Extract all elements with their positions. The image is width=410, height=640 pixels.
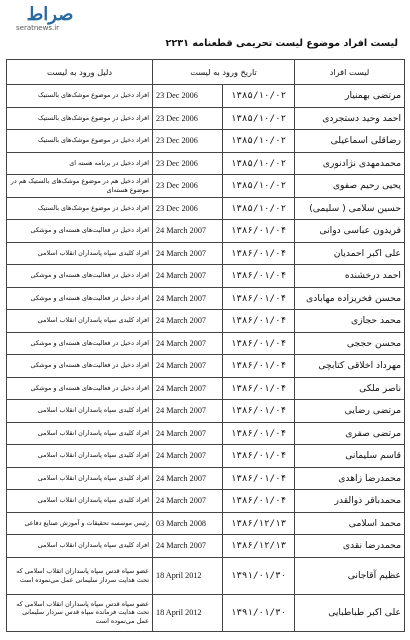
reason-cell: افراد کلیدی سپاه پاسداران انقلاب اسلامی (7, 310, 153, 333)
table-row (7, 594, 405, 631)
table-row (7, 175, 405, 198)
site-logo (6, 4, 94, 38)
gregorian-date-cell: 24 March 2007 (153, 422, 223, 445)
reason-cell: افراد کلیدی سپاه پاسداران انقلاب اسلامی (7, 242, 153, 265)
jalali-date-cell: ۱۳۸۶/۱۲/۱۳ (223, 535, 295, 558)
person-name-cell: محمدباقر ذوالقدر (295, 490, 405, 513)
gregorian-date-cell: 24 March 2007 (153, 400, 223, 423)
reason-cell: افراد کلیدی سپاه پاسداران انقلاب اسلامی (7, 422, 153, 445)
table-row (7, 355, 405, 378)
reason-cell: افراد دخیل در فعالیت‌های هسته‌ای و موشکی (7, 332, 153, 355)
gregorian-date-cell: 24 March 2007 (153, 377, 223, 400)
table-row (7, 377, 405, 400)
jalali-date-cell: ۱۳۸۶/۰۱/۰۴ (223, 287, 295, 310)
gregorian-date-cell: 03 March 2008 (153, 512, 223, 535)
table-row (7, 220, 405, 243)
reason-cell: افراد کلیدی سپاه پاسداران انقلاب اسلامی (7, 467, 153, 490)
gregorian-date-cell: 24 March 2007 (153, 467, 223, 490)
person-name-cell: حسین سلامی ( سلیمی) (295, 197, 405, 220)
jalali-date-cell: ۱۳۸۶/۰۱/۰۴ (223, 400, 295, 423)
person-name-cell: رضاقلی اسماعیلی (295, 130, 405, 153)
jalali-date-cell: ۱۳۸۵/۱۰/۰۲ (223, 197, 295, 220)
jalali-date-cell: ۱۳۸۵/۱۰/۰۲ (223, 175, 295, 198)
table-row (7, 287, 405, 310)
gregorian-date-cell: 18 April 2012 (153, 557, 223, 594)
reason-cell: افراد دخیل در موضوع موشک‌های بالستیک (7, 85, 153, 108)
person-name-cell: مهرداد اخلاقی کتابچی (295, 355, 405, 378)
jalali-date-cell: ۱۳۹۱/۰۱/۳۰ (223, 594, 295, 631)
gregorian-date-cell: 24 March 2007 (153, 355, 223, 378)
table-row (7, 107, 405, 130)
logo-mark: صراط (26, 4, 74, 25)
reason-cell: افراد دخیل هم در موضوع موشک‌های بالستیک هم در موضوع هسته‌ای (7, 175, 153, 198)
table-row (7, 310, 405, 333)
gregorian-date-cell: 24 March 2007 (153, 332, 223, 355)
gregorian-date-cell: 18 April 2012 (153, 594, 223, 631)
reason-cell: افراد دخیل در موضوع موشک‌های بالستیک (7, 197, 153, 220)
column-header-name: لیست افراد (295, 60, 405, 85)
table-row (7, 422, 405, 445)
reason-cell: افراد کلیدی سپاه پاسداران انقلاب اسلامی (7, 400, 153, 423)
jalali-date-cell: ۱۳۸۶/۰۱/۰۴ (223, 377, 295, 400)
person-name-cell: مرتضی صفری (295, 422, 405, 445)
column-header-reason: دلیل ورود به لیست (7, 60, 153, 85)
person-name-cell: محمدرضا نقدی (295, 535, 405, 558)
gregorian-date-cell: 24 March 2007 (153, 220, 223, 243)
reason-cell: رئیس موسسه تحقیقات و آموزش صنایع دفاعی (7, 512, 153, 535)
table-row (7, 557, 405, 594)
jalali-date-cell: ۱۳۸۵/۱۰/۰۲ (223, 130, 295, 153)
person-name-cell: مرتضی بهمنیار (295, 85, 405, 108)
reason-cell: عضو سپاه قدس سپاه پاسداران انقلاب اسلامی که تحت هدایت سردار سلیمانی عمل می‌نموده است (7, 557, 153, 594)
person-name-cell: قاسم سلیمانی (295, 445, 405, 468)
reason-cell: افراد کلیدی سپاه پاسداران انقلاب اسلامی (7, 445, 153, 468)
person-name-cell: محمدمهدی نژادنوری (295, 152, 405, 175)
reason-cell: افراد دخیل در موضوع موشک‌های بالستیک (7, 107, 153, 130)
table-row (7, 490, 405, 513)
table-row (7, 242, 405, 265)
table-row (7, 445, 405, 468)
reason-cell: عضو سپاه قدس سپاه پاسداران انقلاب اسلامی که تحت هدایت فرمانده سپاه قدس سردار سلیمانی عمل می‌نموده است (7, 594, 153, 631)
person-name-cell: احمد وحید دستجردی (295, 107, 405, 130)
reason-cell: افراد دخیل در موضوع موشک‌های بالستیک (7, 130, 153, 153)
person-name-cell: علی اکبر احمدیان (295, 242, 405, 265)
sanctions-table (6, 59, 405, 632)
person-name-cell: علی اکبر طباطبایی (295, 594, 405, 631)
person-name-cell: احمد درخشنده (295, 265, 405, 288)
person-name-cell: یحیی رحیم صفوی (295, 175, 405, 198)
table-body (7, 85, 405, 632)
jalali-date-cell: ۱۳۸۶/۰۱/۰۴ (223, 242, 295, 265)
reason-cell: افراد دخیل در فعالیت‌های هسته‌ای و موشکی (7, 220, 153, 243)
reason-cell: افراد کلیدی سپاه پاسداران انقلاب اسلامی (7, 490, 153, 513)
jalali-date-cell: ۱۳۸۶/۰۱/۰۴ (223, 422, 295, 445)
jalali-date-cell: ۱۳۸۵/۱۰/۰۲ (223, 85, 295, 108)
jalali-date-cell: ۱۳۸۶/۰۱/۰۴ (223, 490, 295, 513)
person-name-cell: محسن حججی (295, 332, 405, 355)
gregorian-date-cell: 24 March 2007 (153, 287, 223, 310)
table-row (7, 130, 405, 153)
gregorian-date-cell: 23 Dec 2006 (153, 85, 223, 108)
jalali-date-cell: ۱۳۸۶/۰۱/۰۴ (223, 265, 295, 288)
person-name-cell: مرتضی رضایی (295, 400, 405, 423)
gregorian-date-cell: 23 Dec 2006 (153, 152, 223, 175)
gregorian-date-cell: 24 March 2007 (153, 310, 223, 333)
gregorian-date-cell: 24 March 2007 (153, 265, 223, 288)
gregorian-date-cell: 24 March 2007 (153, 445, 223, 468)
table-row (7, 332, 405, 355)
page-title: لیست افراد موضوع لیست تحریمی قطعنامه ۲۲۳۱ (165, 38, 398, 49)
jalali-date-cell: ۱۳۸۶/۱۲/۱۳ (223, 512, 295, 535)
gregorian-date-cell: 24 March 2007 (153, 242, 223, 265)
person-name-cell: محمد اسلامی (295, 512, 405, 535)
reason-cell: افراد دخیل در فعالیت‌های هسته‌ای و موشکی (7, 265, 153, 288)
table-row (7, 535, 405, 558)
reason-cell: افراد دخیل در فعالیت‌های هسته‌ای و موشکی (7, 287, 153, 310)
table-row (7, 467, 405, 490)
jalali-date-cell: ۱۳۹۱/۰۱/۳۰ (223, 557, 295, 594)
person-name-cell: محمدرضا زاهدی (295, 467, 405, 490)
jalali-date-cell: ۱۳۸۵/۱۰/۰۲ (223, 152, 295, 175)
jalali-date-cell: ۱۳۸۶/۰۱/۰۴ (223, 467, 295, 490)
gregorian-date-cell: 23 Dec 2006 (153, 130, 223, 153)
person-name-cell: محمد حجازی (295, 310, 405, 333)
reason-cell: افراد کلیدی سپاه پاسداران انقلاب اسلامی (7, 535, 153, 558)
person-name-cell: فریدون عباسی دوانی (295, 220, 405, 243)
reason-cell: افراد دخیل در برنامه هسته ای (7, 152, 153, 175)
gregorian-date-cell: 23 Dec 2006 (153, 197, 223, 220)
table-row (7, 85, 405, 108)
person-name-cell: محسن فخریزاده مهابادی (295, 287, 405, 310)
table-header-row (7, 60, 405, 85)
table-row (7, 265, 405, 288)
gregorian-date-cell: 24 March 2007 (153, 535, 223, 558)
person-name-cell: ناصر ملکی (295, 377, 405, 400)
table-row (7, 400, 405, 423)
jalali-date-cell: ۱۳۸۶/۰۱/۰۴ (223, 310, 295, 333)
jalali-date-cell: ۱۳۸۶/۰۱/۰۴ (223, 220, 295, 243)
table-row (7, 512, 405, 535)
gregorian-date-cell: 24 March 2007 (153, 490, 223, 513)
gregorian-date-cell: 23 Dec 2006 (153, 107, 223, 130)
site-url: seratnews.ir (16, 24, 60, 32)
jalali-date-cell: ۱۳۸۶/۰۱/۰۴ (223, 445, 295, 468)
jalali-date-cell: ۱۳۸۵/۱۰/۰۲ (223, 107, 295, 130)
gregorian-date-cell: 23 Dec 2006 (153, 175, 223, 198)
reason-cell: افراد دخیل در فعالیت‌های هسته‌ای و موشکی (7, 355, 153, 378)
jalali-date-cell: ۱۳۸۶/۰۱/۰۴ (223, 332, 295, 355)
table-row (7, 197, 405, 220)
jalali-date-cell: ۱۳۸۶/۰۱/۰۴ (223, 355, 295, 378)
person-name-cell: عظیم آقاجانی (295, 557, 405, 594)
column-header-date: تاریخ ورود به لیست (153, 60, 295, 85)
table-row (7, 152, 405, 175)
reason-cell: افراد دخیل در فعالیت‌های هسته‌ای و موشکی (7, 377, 153, 400)
